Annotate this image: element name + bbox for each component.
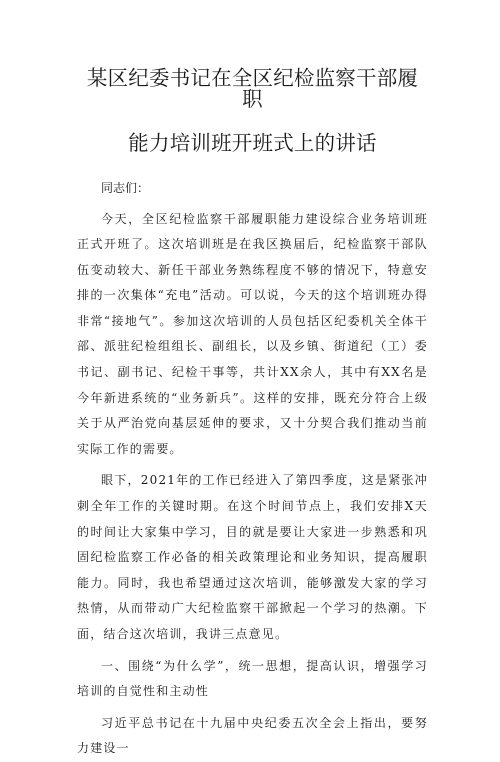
document-title xyxy=(77,68,428,154)
salutation: 同志们： xyxy=(101,180,150,195)
title-line-2: 能力培训班开班式上的讲话 xyxy=(128,131,377,155)
paragraph-timing: 眼下，2021年的工作已经进入了第四季度，这是紧张冲刺全年工作的关键时期。在这个时间节点上，我们安排X天的时间让大家集中学习，目的就是要让大家进一步熟悉和巩固纪检监察工作必备的相关政策理论和业务知识，提高履职能力。同时，我也希望通过这次培训，能够激发大家的学习热情，从而带动广大纪检监察干部掀起一个学习的热潮。下面，结合这次培训，我讲三点意见。 xyxy=(77,473,428,641)
paragraph-opening: 今天，全区纪检监察干部履职能力建设综合业务培训班正式开班了。这次培训班是在我区换届后，纪检监察干部队伍变动较大、新任干部业务熟练程度不够的情况下，特意安排的一次集体“充电”活动。可以说，今天的这个培训班办得非常“接地气”。参加这次培训的人员包括区纪委机关全体干部、派驻纪检组组长、副组长，以及乡镇、街道纪（工）委书记、副书记、纪检干事等，共计XX余人，其中有XX名是今年新进系统的“业务新兵”。这样的安排，既充分符合上级关于从严治党向基层延伸的要求，又十分契合我们推动当前实际工作的需要。 xyxy=(77,211,428,456)
paragraph-section-1-body: 习近平总书记在十九届中央纪委五次全会上指出，要努力建设一 xyxy=(77,715,428,756)
section-heading-1: 一、围绕“为什么学”，统一思想，提高认识，增强学习培训的自觉性和主动性 xyxy=(77,658,428,699)
title-line-1: 某区纪委书记在全区纪检监察干部履职 xyxy=(86,66,419,111)
